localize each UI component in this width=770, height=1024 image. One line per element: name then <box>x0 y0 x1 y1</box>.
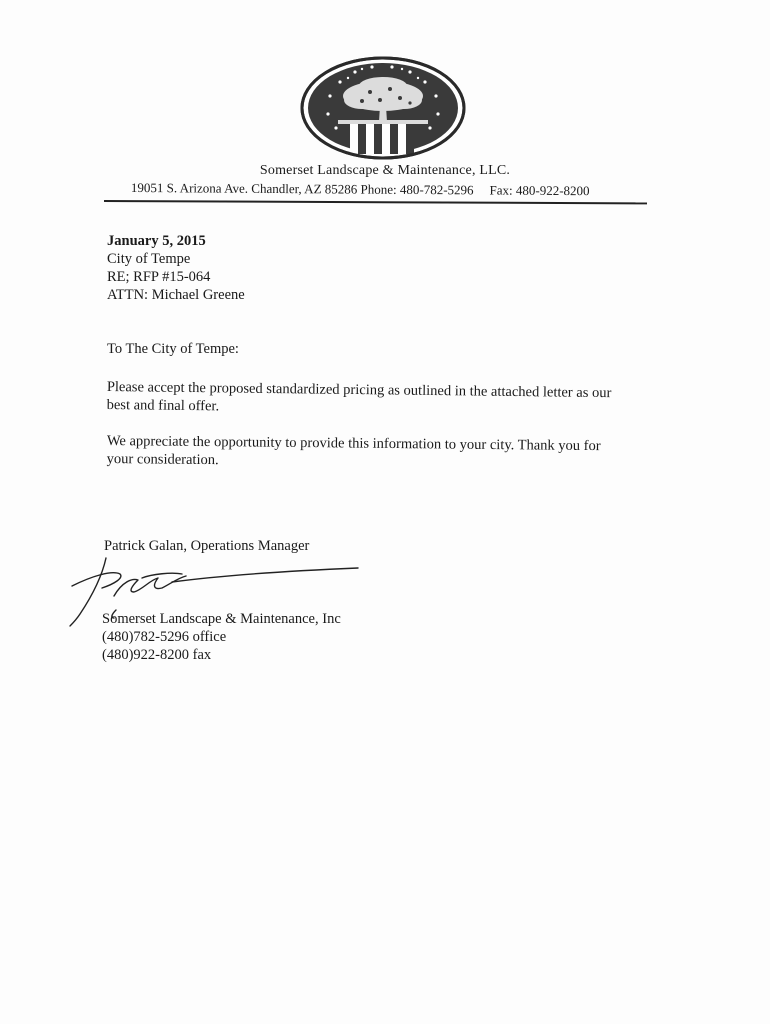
paragraph-1-line-2: best and final offer. <box>106 396 220 415</box>
letter-date: January 5, 2015 <box>107 233 206 249</box>
letterhead-fax: Fax: 480-922-8200 <box>489 182 590 199</box>
letterhead-divider <box>104 200 647 204</box>
reference-line: RE; RFP #15-064 <box>107 269 211 285</box>
letterhead-address-phone: 19051 S. Arizona Ave. Chandler, AZ 85286 Phone: 480-782-5296 <box>130 180 474 198</box>
company-logo-tree-icon <box>300 56 466 160</box>
letterhead-contact-line <box>131 180 590 199</box>
paragraph-2-line-1: We appreciate the opportunity to provide this information to your city. Thank you for <box>106 432 601 455</box>
salutation: To The City of Tempe: <box>107 341 239 357</box>
paragraph-1-line-1: Please accept the proposed standardized pricing as outlined in the attached letter as our <box>106 378 612 402</box>
body-paragraph-1 <box>107 378 637 420</box>
signer-name-title: Patrick Galan, Operations Manager <box>104 538 310 554</box>
paragraph-2-line-2: your consideration. <box>106 450 219 469</box>
body-paragraph-2 <box>107 432 637 474</box>
letter-heading <box>107 232 245 304</box>
closing-phone: (480)782-5296 office <box>102 629 227 645</box>
closing-fax: (480)922-8200 fax <box>102 647 212 663</box>
closing-company: Somerset Landscape & Maintenance, Inc <box>102 611 341 627</box>
closing-contact-block <box>102 610 341 664</box>
letterhead-company-name: Somerset Landscape & Maintenance, LLC. <box>259 163 511 178</box>
recipient: City of Tempe <box>107 251 191 267</box>
attention-line: ATTN: Michael Greene <box>107 287 245 303</box>
